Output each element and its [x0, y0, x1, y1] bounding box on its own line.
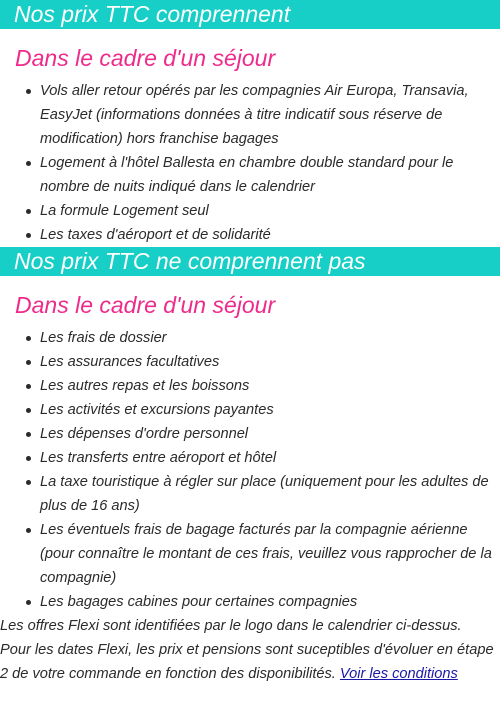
excluded-section	[0, 247, 500, 614]
conditions-link[interactable]: Voir les conditions	[339, 666, 458, 682]
list-item: La formule Logement seul	[40, 199, 500, 223]
list-item: La taxe touristique à régler sur place (uniquement pour les adultes de plus de 16 ans)	[40, 470, 500, 518]
list-item: Les assurances facultatives	[40, 350, 500, 374]
list-item: Les taxes d'aéroport et de solidarité	[40, 223, 500, 247]
list-item: Les frais de dossier	[40, 326, 500, 350]
list-item: Logement à l'hôtel Ballesta en chambre double standard pour le nombre de nuits indiqué dans le calendrier	[40, 151, 500, 199]
included-list	[0, 79, 500, 247]
list-item: Les transferts entre aéroport et hôtel	[40, 446, 500, 470]
excluded-list	[0, 326, 500, 614]
included-heading: Nos prix TTC comprennent	[0, 0, 500, 29]
list-item: Les autres repas et les boissons	[40, 374, 500, 398]
list-item: Les dépenses d'ordre personnel	[40, 422, 500, 446]
excluded-heading: Nos prix TTC ne comprennent pas	[0, 247, 500, 276]
list-item: Les activités et excursions payantes	[40, 398, 500, 422]
flexi-note-text: Les offres Flexi sont identifiées par le logo dans le calendrier ci-dessus. Pour les dates Flexi, les prix et pensions sont suceptibles d'évoluer en étape 2 de votre commande en fonction des disponibilités.	[0, 618, 494, 682]
list-item: Les éventuels frais de bagage facturés par la compagnie aérienne (pour connaître le montant de ces frais, veuillez vous rapprocher de la compagnie)	[40, 518, 500, 590]
flexi-note	[0, 614, 500, 686]
excluded-subheading: Dans le cadre d'un séjour	[15, 292, 276, 318]
list-item: Les bagages cabines pour certaines compagnies	[40, 590, 500, 614]
included-subheading: Dans le cadre d'un séjour	[15, 45, 276, 71]
list-item: Vols aller retour opérés par les compagnies Air Europa, Transavia, EasyJet (informations données à titre indicatif sous réserve de modification) hors franchise bagages	[40, 79, 500, 151]
included-section	[0, 0, 500, 247]
